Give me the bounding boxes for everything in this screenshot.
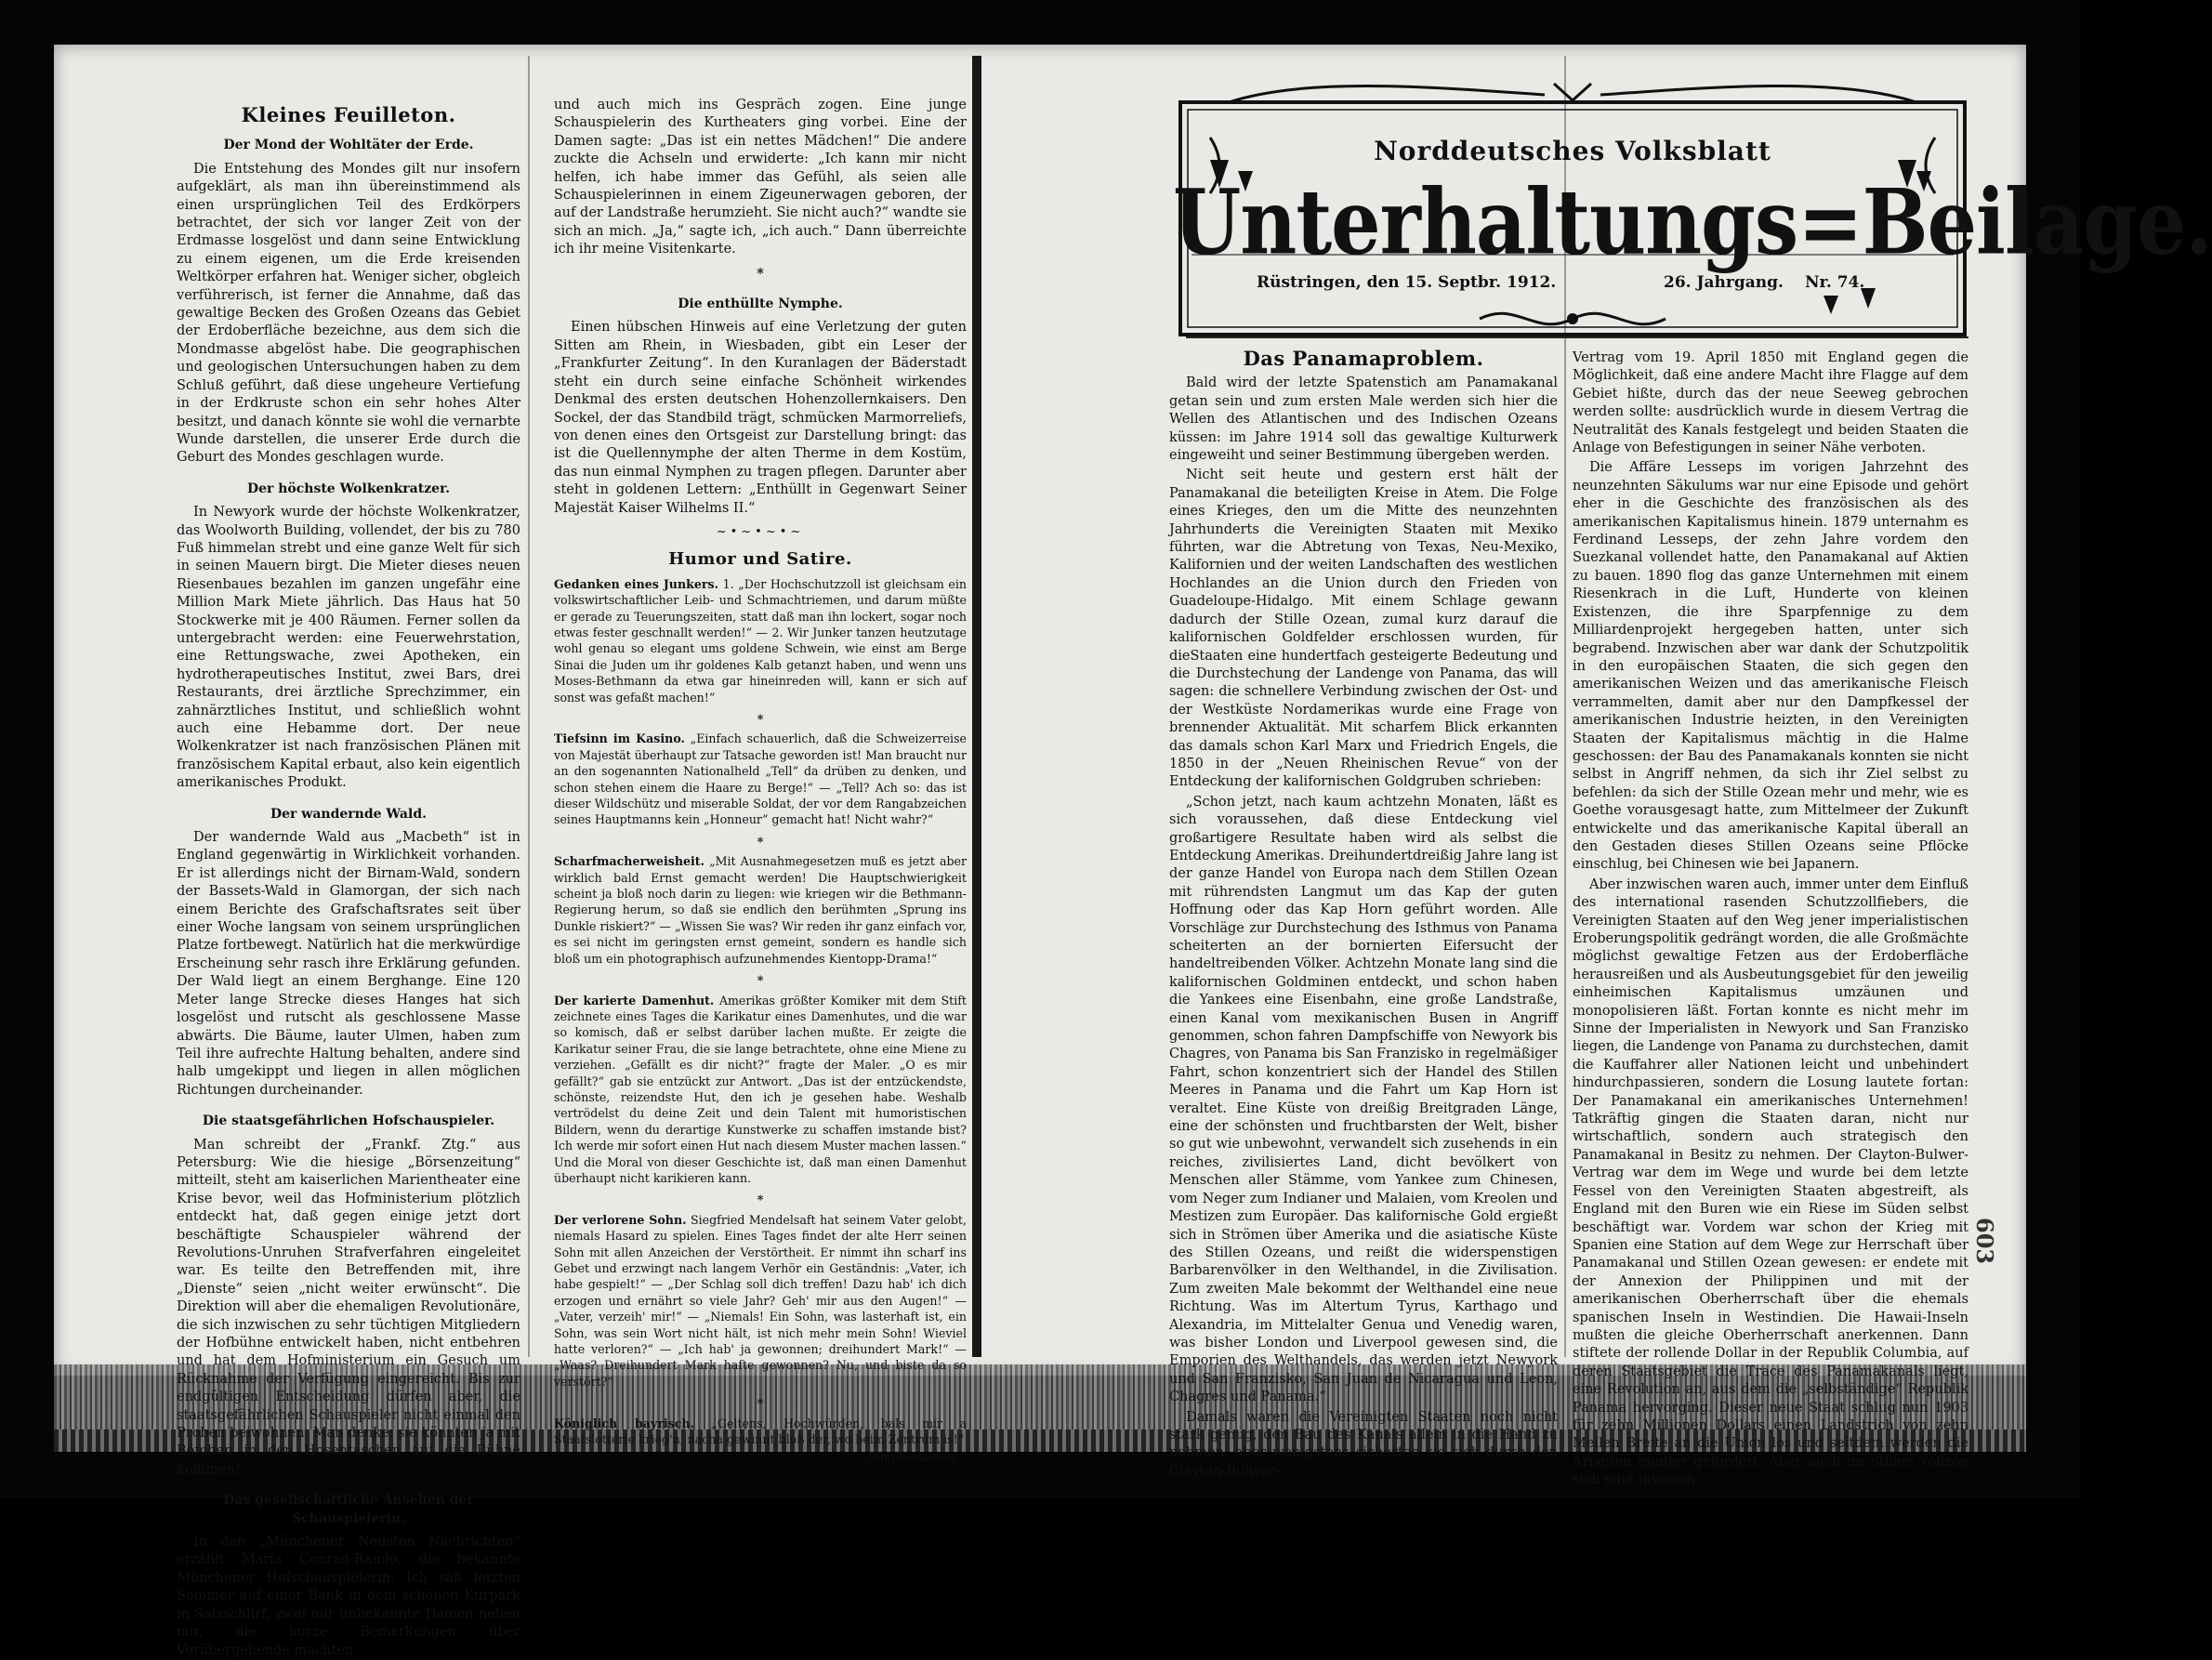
article-paragraph: Aber inzwischen waren auch, immer unter dem Einfluß des international rasenden Schutzzollfiebers, die Vereinigten Staaten auf den Weg jener imperialistischen Eroberungspolitik gedrängt worden, die alle Großmächte möglichst gewaltige Fetzen aus der Erdoberfläche herausreißen und als Ausbeutungsgebiet für den jeweilig einheimischen Kapitalismus umzäunen und monopolisieren läßt. Fortan konnte es nicht mehr im Sinne der Imperialisten in Newyork und San Franzisko liegen, die Landenge von Panama zu durchstechen, damit die Kauffahrer aller Nationen leicht und unbehindert hindurchpassieren, sondern die Losung lautete fortan: Der Panamakanal ein amerikanisches Unternehmen! Tatkräftig gingen die Staaten daran, nicht nur wirtschaftlich, sondern auch strategisch den Panamakanal in Besitz zu nehmen. Der Clayton-Bulwer-Vertrag war dem im Wege und wurde bei dem letzte Fessel von den Vereinigten Staaten abgestreift, als England mit den Buren wie ein Riese im Süden selbst beschäftigt war. Vordem war schon der Krieg mit Spanien eine Station auf dem Wege zur Herrschaft über Panamakanal und Stillen Ozean gewesen: er endete mit der Annexion der Philippinen und mit der amerikanischen Oberherrschaft über die ehemals spanischen Inseln in Westindien. Die Hawaii-Inseln mußten die gleiche Oberherrschaft anerkennen. Dann stiftete der rollende Dollar in der Republik Columbia, auf deren Staatsgebiet die Trace des Panamakanals liegt, eine Revolution an, aus dem die „selbständige“ Republik Panama hervorging. Dieser neue Staat schlug nun 1903 für zehn Millionen Dollars einen Landstrich von zehn Meilen Breite an die Union los und seitdem werden die Arbeiten munter gefördert. Aber auch im Stillen vollzog sich eine Invasion, [1573, 876, 1968, 1488]
masthead-subtitle: Norddeutsches Volksblatt [1374, 136, 1771, 166]
article-headline: Das Panamaproblem. [1243, 347, 1484, 370]
humor-item [554, 853, 967, 967]
article-paragraph: Einen hübschen Hinweis auf eine Verletzung der guten Sitten am Rhein, in Wiesbaden, gibt ein Leser der „Frankfurter Zeitung“. In den Kuranlagen der Bäderstadt steht ein durch seine einfache Schönheit wirkendes Denkmal des ersten deutschen Hohenzollernkaisers. Den Sockel, der das Standbild trägt, schmücken Marmorreliefs, von denen eines den Ortsgeist zur Darstellung bringt: das ist die Quellennymphe der alten Therme in dem Kostüm, das nun einmal Nymphen zu tragen pflegen. Darunter aber steht in goldenen Lettern: „Enthüllt in Gegenwart Seiner Majestät Kaiser Wilhelms II.“ [554, 320, 967, 516]
separator-star: * [757, 973, 764, 988]
humor-item-lead: Tiefsinn im Kasino. [554, 731, 685, 746]
humor-item-text: „Mit Ausnahmegesetzen muß es jetzt aber wirklich bald Ernst gemacht werden! Die Hauptschwierigkeit scheint ja bloß noch darin zu liegen: wie kriegen wir die Bethmann-Regierung herum, so daß sie endlich den berühmten „Sprung ins Dunkle riskiert?“ — „Wissen Sie was? Wir reden ihr ganz einfach vor, es sei nicht im geringsten ernst gemeint, sondern es handle sich bloß um ein photographisch aufzunehmendes Kientopp-Drama!“ [554, 854, 968, 966]
humor-item-text: Amerikas größter Komiker mit dem Stift zeichnete eines Tages die Karikatur eines Damenhutes, und die war so komisch, daß er selbst darüber lachen mußte. Er zeigte die Karikatur seiner Frau, die sie lange betrachtete, ohne eine Miene zu verziehen. „Gefällt es dir nicht?“ fragte der Maler. „O es mir gefällt?“ gab sie entzückt zur Antwort. „Das ist der entzückendste, schönste, reizendste Hut, den ich je gesehen habe. Weshalb vertrödelst du deine Zeit und dein Talent mit humoristischen Bildern, wenn du derartige Kunstwerke zu schaffen imstande bist? Ich werde mir sofort einen Hut nach diesem Muster machen lassen.“ Und die Moral von dieser Geschichte ist, daß man einen Damenhut überhaupt nicht karikieren kann. [554, 993, 967, 1185]
masthead-dateline: Rüstringen, den 15. Septbr. 1912. [1257, 273, 1557, 292]
humor-item [554, 731, 967, 827]
column-panama-continued [1573, 349, 1968, 1488]
separator-star: * [757, 1192, 764, 1207]
article-paragraph: In Newyork wurde der höchste Wolkenkratzer, das Woolworth Building, vollendet, der bis zu 780 Fuß himmelan strebt und eine ganze Welt für sich in seinen Mauern birgt. Die Mieter dieses neuen Riesenbaues bezahlen im ganzen ungefähr eine Million Mark Miete jährlich. Das Haus hat 50 Stockwerke mit je 400 Räumen. Ferner sollen da untergebracht werden: eine Feuerwehrstation, eine Rettungswache, zwei Apotheken, ein hydrotherapeutisches Institut, zwei Bars, drei Restaurants, drei ärztliche Sprechzimmer, ein zahnärztliches Institut, und schließlich wohnt auch eine Hebamme dort. Der neue Wolkenkratzer ist nach französischen Plänen mit französischem Kapital erbaut, also kein eigentlich amerikanisches Produkt. [177, 505, 520, 791]
article-title: Der höchste Wolkenkratzer. [246, 481, 451, 496]
article-paragraph: Man schreibt der „Frankf. Ztg.“ aus Petersburg: Wie die hiesige „Börsenzeitung“ mitteilt, steht am kaiserlichen Marientheater eine Krise bevor, weil das Hofministerium plötzlich entdeckt hat, daß gegen einige jetzt dort beschäftigte Schauspieler während der Revolutions-Unruhen Strafverfahren eingeleitet war. Es teilte den Betreffenden mit, ihre „Dienste“ seien „nicht weiter erwünscht“. Die Direktion will aber die ehemaligen Revolutionäre, die sich inzwischen zu sehr tüchtigen Mitgliedern der Hofbühne entwickelt haben, nicht entbehren und hat dem Hofministerium ein Gesuch um Rücknahme der Verfügung eingereicht. Bis zur endgültigen Entscheidung dürfen aber, die staatsgefährlichen Schauspieler nicht einmal den Proben beiwohnen. Man denke: sie könnten ja mit Bomben in den Hosentaschen auf die Bühne kommen! [177, 1137, 520, 1477]
masthead-issue-number: Nr. 74. [1805, 273, 1865, 292]
article-title: Der wandernde Wald. [270, 806, 427, 822]
masthead-title: Unterhaltungs=Beilage. [1173, 168, 2212, 275]
page-gutter [972, 56, 981, 1357]
humor-item [554, 1416, 967, 1448]
article-paragraph: Damals waren die Vereinigten Staaten noch nicht stark genug, den Bau des Kanals allein in die Hand zu nehmen, aber wenigstens sicherten sie sich durch den Clayton-Bulwer- [1169, 1409, 1558, 1479]
column-panama [1169, 346, 1558, 1479]
humor-item-lead: Königlich bayrisch. [554, 1416, 694, 1430]
column-divider [528, 56, 530, 1357]
section-heading: Kleines Feuilleton. [241, 103, 456, 126]
separator-star: * [757, 265, 764, 282]
article-title: Der Mond der Wohltäter der Erde. [223, 138, 474, 153]
article-paragraph: Die Affäre Lesseps im vorigen Jahrzehnt des neunzehnten Säkulums war nur eine Episode und gehört eher in die Geschichte des französischen als des amerikanischen Kapitalismus hinein. 1879 unternahm es Ferdinand Lesseps, der zehn Jahre vordem den Suezkanal vollendet hatte, den Panamakanal auf Aktien zu bauen. 1890 flog das ganze Unternehmen mit einem Riesenkrach in die Luft, Hunderte von kleinen Existenzen, die ihre Sparpfennige zu dem Milliardenprojekt hergegeben hatten, unter sich begrabend. Inzwischen aber war dank der Schutzpolitik in den europäischen Staaten, die sich gegen den amerikanischen Weizen und das amerikanische Fleisch verrammelten, damit aber nur den Dampfkessel der amerikanischen Industrie heizten, in den Vereinigten Staaten der Kapitalismus mächtig in die Halme geschossen: der Bau des Panamakanals konnten sie nicht selbst in Angriff nehmen, da sich ihr Ziel selbst zu befehlen: da sich der Stille Ozean mehr und mehr, wie es Goethe vorausgesagt hatte, zum Mittelmeer der Zukunft entwickelte und das amerikanische Kapital überall an den Gestaden dieses Stillen Ozeans seine Pflöcke einschlug, bei Chinesen wie bei Japanern. [1573, 460, 1968, 873]
archive-page-number: 603 [1971, 1218, 1998, 1265]
article-paragraph: Nicht seit heute und gestern erst hält der Panamakanal die beteiligten Kreise in Atem. Die Folge eines Krieges, den um die Mitte des neunzehnten Jahrhunderts die Vereinigten Staaten mit Mexiko führten, war die Abtretung von Texas, Neu-Mexiko, Kalifornien und der weiten Landschaften des westlichen Hochlandes an die Union durch den Frieden von Guadeloupe-Hidalgo. Mit einem Schlage gewann dadurch der Stille Ozean, zumal kurz darauf die kalifornischen Goldfelder erschlossen wurden, für dieStaaten eine hundertfach gesteigerte Bedeutung und die Durchstechung der Landenge von Panama, das will sagen: die schnellere Verbindung zwischen der Ost- und der Westküste Nordamerikas wurde eine Frage von brennender Aktualität. Mit scharfem Blick erkannten das damals schon Karl Marx und Friedrich Engels, die 1850 in der „Neuen Rheinischen Revue“ von der Entdeckung der kalifornischen Goldgruben schrieben: [1169, 468, 1558, 790]
article-paragraph: Der wandernde Wald aus „Macbeth“ ist in England gegenwärtig in Wirklichkeit vorhanden. Er ist allerdings nicht der Birnam-Wald, sondern der Bassets-Wald in Glamorgan, der sich nach einem Berichte des Grafschaftsrates seit über einer Woche langsam von seinem ursprünglichen Platze fortbewegt. Natürlich hat die merkwürdige Erscheinung sehr rasch ihre Erklärung gefunden. Der Wald liegt an einem Berghange. Eine 120 Meter lange Strecke dieses Hanges hat sich losgelöst und rutscht als geschlossene Masse abwärts. Die Bäume, lauter Ulmen, haben zum Teil ihre aufrechte Haltung behalten, andere sind halb umgekippt und liegen in allen möglichen Richtungen durcheinander. [177, 830, 520, 1098]
humor-item-lead: Der karierte Damenhut. [554, 993, 715, 1008]
masthead-rule [1186, 336, 1968, 338]
humor-item [554, 576, 967, 705]
article-paragraph: Bald wird der letzte Spatenstich am Panamakanal getan sein und zum ersten Male werden sich hier die Wellen des Atlantischen und des Indischen Ozeans küssen: im Jahre 1914 soll das gewaltige Kulturwerk eingeweiht und seiner Bestimmung übergeben werden. [1169, 375, 1558, 464]
masthead [1173, 82, 2212, 342]
section-heading: Humor und Satire. [668, 549, 852, 570]
article-title: Das gesellschaftliche Ansehen der Schauspielerin. [223, 1493, 474, 1526]
separator-star: * [757, 1396, 764, 1411]
column-feuilleton [177, 97, 520, 1658]
ornament-divider: ~•~•~•~ [716, 524, 805, 539]
humor-item-text: „Einfach schauerlich, daß die Schweizerreise von Majestät überhaupt zur Tatsache geworden ist! Man braucht nur an den sogenannten Nationalheld „Tell“ da drüben zu denken, und schon stehen einem die Haare zu Berge!“ — „Tell? Ach so: das ist dieser Wildschütz und miserable Soldat, der vor dem Rangabzeichen seines Hauptmanns kein „Honneur“ gemacht hat! Nicht wahr?“ [554, 731, 967, 827]
humor-item [554, 993, 967, 1187]
masthead-volume: 26. Jahrgang. [1664, 273, 1784, 292]
column-humor [554, 97, 968, 1465]
humor-item-lead: Der verlorene Sohn. [554, 1212, 687, 1227]
article-title: Die staatsgefährlichen Hofschauspieler. [202, 1113, 495, 1129]
separator-star: * [757, 834, 764, 849]
article-continuation: und auch mich ins Gespräch zogen. Eine junge Schauspielerin des Kurtheaters ging vorbei. Eine der Damen sagte: „Das ist ein nettes Mädchen!“ Die andere zuckte die Achseln und erwiderte: „Ich kann mir nicht helfen, ich habe immer das Gefühl, als seien alle Schauspielerinnen in einem Zigeunerwagen geboren, der auf der Landstraße herumzieht. Sie nicht auch?“ wandte sie sich an mich. „Ja,“ sagte ich, „ich auch.“ Dann überreichte ich ihr meine Visitenkarte. [554, 98, 967, 257]
article-paragraph: Vertrag vom 19. April 1850 mit England gegen die Möglichkeit, daß eine andere Macht ihre Flagge auf dem Gebiet hißte, durch das der neue Seeweg gebrochen werden sollte: ausdrücklich wurde in diesem Vertrag die Neutralität des Kanals festgelegt und beiden Staaten die Anlage von Befestigungen in seiner Nähe verboten. [1573, 350, 1968, 456]
article-title: Die enthüllte Nymphe. [678, 296, 843, 312]
source-credit: „Simplicissimus.“ [862, 1450, 967, 1465]
separator-star: * [757, 712, 764, 726]
humor-item-text: 1. „Der Hochschutzzoll ist gleichsam ein volkswirtschaftlicher Leib- und Schmachtriemen, und darum müßte er gerade zu Teuerungszeiten, statt daß man ihn lockert, sogar noch etwas fester geschnallt werden!“ — 2. Wir Junker tanzen heutzutage wohl genau so elegant ums goldene Schwein, wie einst am Berge Sinai die Juden um ihr goldenes Kalb getanzt haben, und wenn uns Moses-Bethmann da etwa gar hineinreden will, kann er sich auf sonst was gefaßt machen!“ [554, 576, 967, 705]
humor-item-text: Siegfried Mendelsaft hat seinem Vater gelobt, niemals Hasard zu spielen. Eines Tages findet der alte Herr seinen Sohn mit allen Anzeichen der Verstörtheit. Er nimmt ihn scharf ins Gebet und erzwingt nach langem Verhör ein Geständnis: „Vater, ich habe gespielt!“ — „Der Schlag soll dich treffen! Dazu hab' ich dich erzogen und ernährt so viele Jahr? Geh' mir aus den Augen!“ — „Vater, verzeih' mir!“ — „Niemals! Ein Sohn, was lasterhaft ist, ein Sohn, was sein Wort nicht hält, ist nich mehr mein Sohn! Wieviel hatte verloren?“ — „Ich hab' ja gewonnen; dreihundert Mark!“ — „Waas? Dreihundert Mark hafte gewonnen? Nu, und biste da so verstört?“ [554, 1212, 967, 1389]
humor-item-lead: Gedanken eines Junkers. [554, 576, 718, 591]
article-paragraph: In den „Münchener Neusten Nachrichten“ erzählt Maria Conrad-Ramlo, die bekannte Münchener Hofschauspielerin: Ich saß letzten Sommer auf einer Bank in dem schönen Kurpark in Salzschlirf, zwei mir unbekannte Damen neben mir, die kurze Bemerkungen über Vorübergehende machten [177, 1535, 520, 1658]
article-paragraph: Die Entstehung des Mondes gilt nur insofern aufgeklärt, als man ihn übereinstimmend als einen ursprünglichen Teil des Erdkörpers betrachtet, der sich vor langer Zeit von der Erdmasse losgelöst und dann seine Entwicklung zu einem eigenen, um die Erde kreisenden Weltkörper erfahren hat. Weniger sicher, obgleich verführerisch, ist ferner die Annahme, daß das gewaltige Becken des Großen Ozeans das Gebiet der Erdoberfläche bezeichne, aus dem sich die Mondmasse abgelöst habe. Die geographischen und geologischen Untersuchungen haben zu dem Schluß geführt, daß diese ungeheure Vertiefung in der Erdkruste schon ein sehr hohes Alter besitzt, und danach könnte sie wohl die vernarbte Wunde darstellen, die unserer Erde durch die Geburt des Mondes geschlagen wurde. [177, 161, 520, 466]
humor-item [554, 1212, 967, 1390]
article-quote: „Schon jetzt, nach kaum achtzehn Monaten, läßt es sich voraussehen, daß diese Entdeckung viel großartigere Resultate haben wird als selbst die Entdeckung Amerikas. Dreihundertdreißig Jahre lang ist der ganze Handel von Europa nach dem Stillen Ozean mit rührendsten Langmut um das Kap der guten Hoffnung oder das Kap Horn geführt worden. Alle Vorschläge zur Durchstechung des Isthmus von Panama scheiterten an der bornierten Eifersucht der handeltreibenden Völker. Achtzehn Monate lang sind die kalifornischen Goldminen entdeckt, und schon haben die Yankees eine Eisenbahn, eine große Landstraße, einen Kanal vom mexikanischen Busen in Angriff genommen, schon fahren Dampfschiffe von Newyork bis Chagres, von Panama bis San Franzisko in regelmäßiger Fahrt, schon konzentriert sich der Handel des Stillen Meeres in Panama und die Fahrt um Kap Horn ist veraltet. Eine Küste von dreißig Breitgraden Länge, eine der schönsten und fruchtbarsten der Welt, bisher so gut wie unbewohnt, verwandelt sich zusehends in ein reiches, zivilisiertes Land, dicht bevölkert von Menschen aller Stämme, vom Yankee zum Chinesen, vom Neger zum Indianer und Malaien, vom Kreolen und Mestizen zum Europäer. Das kalifornische Gold ergießt sich in Strömen über Amerika und die asiatische Küste des Stillen Ozeans, und reißt die widerspenstigen Barbarenvölker in den Welthandel, in die Zivilisation. Zum zweiten Male bekommt der Welthandel eine neue Richtung. Was im Altertum Tyrus, Karthago und Alexandria, im Mittelalter Genua und Venedig waren, was bisher London und Liverpool gewesen sind, die Emporien des Welthandels, das werden jetzt Newyork und San Franzisko, San Juan de Nicaragua und Leon, Chagres und Panama.“ [1169, 794, 1558, 1405]
humor-item-text: „Geltens, Hochwürden, bals mir a Staatslotterie krieg'n, nacha gewinnt bloß der, wo beim Zentrum is!“ [554, 1416, 967, 1447]
humor-item-lead: Scharfmacherweisheit. [554, 854, 704, 869]
